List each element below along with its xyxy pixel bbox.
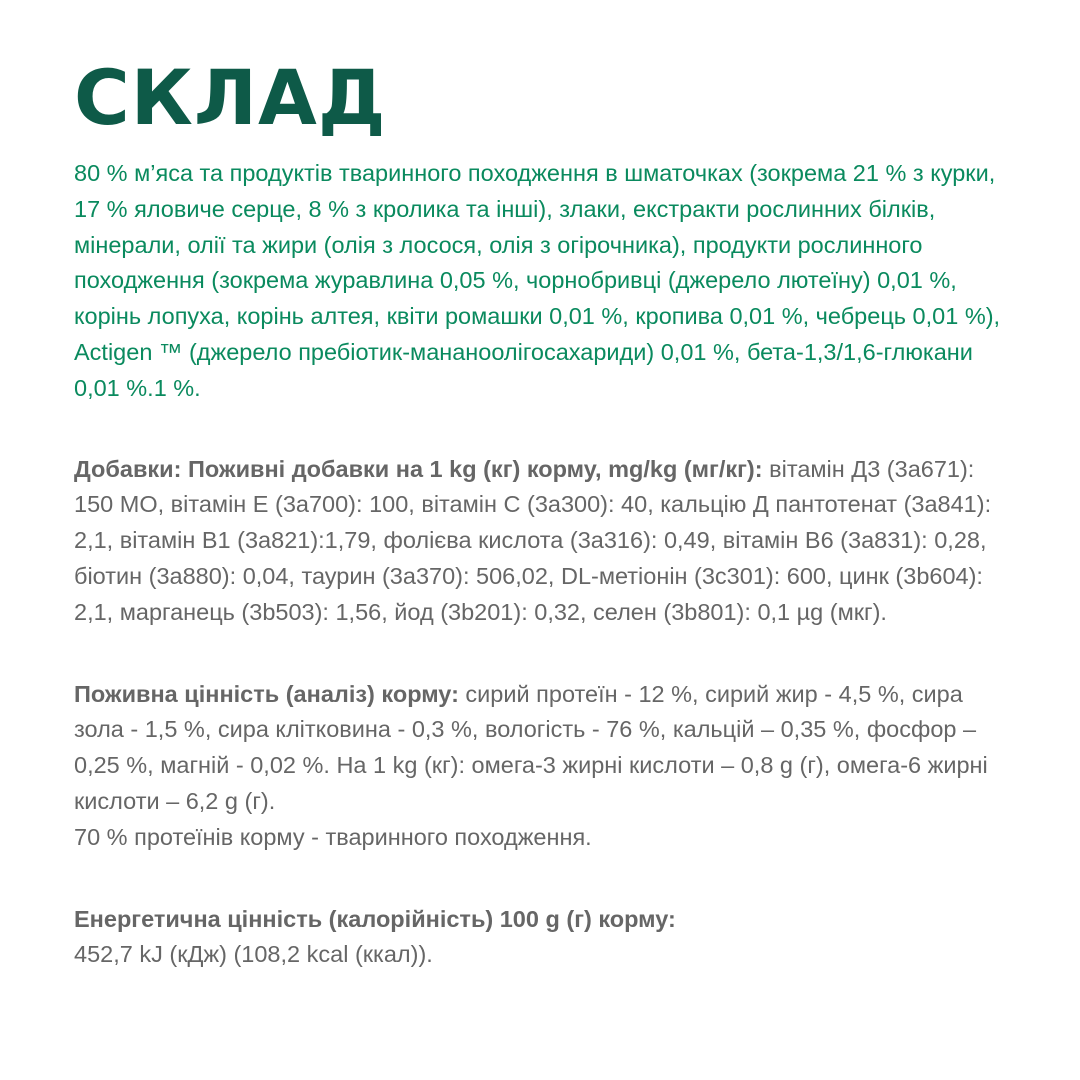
nutrition-section bbox=[74, 677, 1014, 856]
page-title: СКЛАД bbox=[74, 53, 387, 142]
nutrition-heading: Поживна цінність (аналіз) корму: bbox=[74, 680, 459, 707]
energy-text: 452,7 kJ (кДж) (108,2 kcal (ккал)). bbox=[74, 941, 433, 968]
composition-text: 80 % м’яса та продуктів тваринного походження в шматочках (зокрема 21 % з курки, 17 % яловиче серце, 8 % з кролика та інші), злаки, екстракти рослинних білків, мінерали, олії та жири (олія з лосося, олія з огірочника), продукти рослинного походження (зокрема журавлина 0,05 %, чорнобривці (джерело лютеїну) 0,01 %, корінь лопуха, корінь алтея, квіти ромашки 0,01 %, кропива 0,01 %, чебрець 0,01 %), Actigen ™ (джерело пребіотик-мананоолігосахариди) 0,01 %, бета-1,3/1,6-глюкани 0,01 %.1 %. bbox=[74, 160, 1001, 401]
additives-heading: Добавки: Поживні добавки на 1 kg (кг) корму, mg/kg (мг/кг): bbox=[74, 455, 763, 482]
additives-text: вітамін Д3 (3а671): 150 МО, вітамін Е (3а700): 100, вітамін С (3а300): 40, кальцію Д пантотенат (3а841): 2,1, вітамін В1 (3а821):1,79, фолієва кислота (3а316): 0,49, вітамін В6 (3а831): 0,28, біотин (3а880): 0,04, таурин (3а370): 506,02, DL-метіонін (3с301): 600, цинк (3b604): 2,1, марганець (3b503): 1,56, йод (3b201): 0,32, селен (3b801): 0,1 µg (мкг). bbox=[74, 455, 992, 625]
nutrition-text: сирий протеїн - 12 %, сирий жир - 4,5 %, сира зола - 1,5 %, сира клітковина - 0,3 %, вологість - 76 %, кальцій – 0,35 %, фосфор – 0,25 %, магній - 0,02 %. На 1 kg (кг): омега-3 жирні кислоти – 0,8 g (г), омега-6 жирні кислоти – 6,2 g (г). bbox=[74, 680, 988, 814]
energy-section bbox=[74, 902, 1014, 974]
nutrition-note: 70 % протеїнів корму - тваринного походження. bbox=[74, 823, 592, 850]
energy-heading: Енергетична цінність (калорійність) 100 g (г) корму: bbox=[74, 905, 676, 932]
additives-section bbox=[74, 452, 1014, 631]
product-label bbox=[74, 53, 1014, 973]
